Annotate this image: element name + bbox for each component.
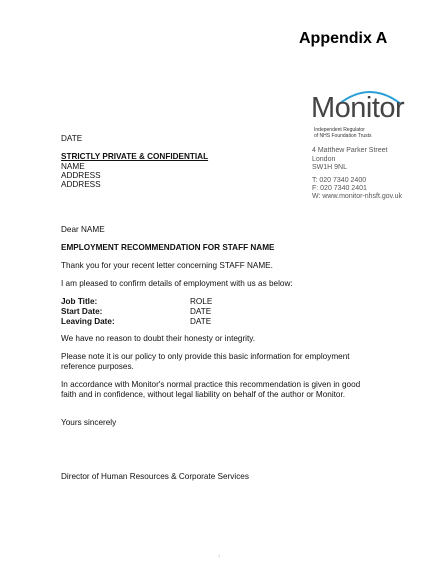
recipient-address-2: ADDRESS (61, 180, 101, 189)
contact-address-2: London (312, 156, 336, 163)
job-title-label: Job Title: (61, 297, 98, 306)
monitor-logo-wordmark: Monitor (311, 92, 405, 124)
paragraph-4: Please note it is our policy to only provide this basic information for employment reference purposes. (61, 352, 350, 371)
job-title-value: ROLE (190, 297, 213, 306)
leaving-date-label: Leaving Date: (61, 317, 115, 326)
closing: Yours sincerely (61, 418, 117, 427)
leaving-date-value: DATE (190, 317, 212, 326)
logo-tagline-1: Independent Regulator (314, 127, 365, 133)
paragraph-3: We have no reason to doubt their honesty or integrity. (61, 334, 256, 343)
recipient-name: NAME (61, 162, 85, 171)
letter-date: DATE (61, 134, 83, 143)
signature-title: Director of Human Resources & Corporate Services (61, 472, 249, 481)
start-date-value: DATE (190, 307, 212, 316)
logo-tagline-2: of NHS Foundation Trusts (314, 133, 372, 139)
private-confidential: STRICTLY PRIVATE & CONFIDENTIAL (61, 152, 209, 161)
recipient-address-1: ADDRESS (61, 171, 101, 180)
paragraph-1: Thank you for your recent letter concerning STAFF NAME. (61, 261, 273, 270)
paragraph-5: In accordance with Monitor's normal practice this recommendation is given in good faith and in confidence, without legal liability on behalf of the author or Monitor. (61, 380, 361, 399)
contact-address-3: SW1H 9NL (312, 164, 348, 171)
start-date-label: Start Date: (61, 307, 103, 316)
salutation: Dear NAME (61, 225, 105, 234)
paragraph-2: I am pleased to confirm details of employment with us as below: (61, 279, 293, 288)
contact-phone: T: 020 7340 2400 (312, 177, 367, 184)
letter-subject: EMPLOYMENT RECOMMENDATION FOR STAFF NAME (61, 243, 275, 252)
appendix-title: Appendix A (299, 30, 388, 47)
contact-fax: F: 020 7340 2401 (312, 185, 367, 192)
contact-address-1: 4 Matthew Parker Street (312, 147, 388, 154)
contact-web: W: www.monitor-nhsft.gov.uk (312, 193, 402, 200)
page-number: 1 (218, 553, 221, 558)
